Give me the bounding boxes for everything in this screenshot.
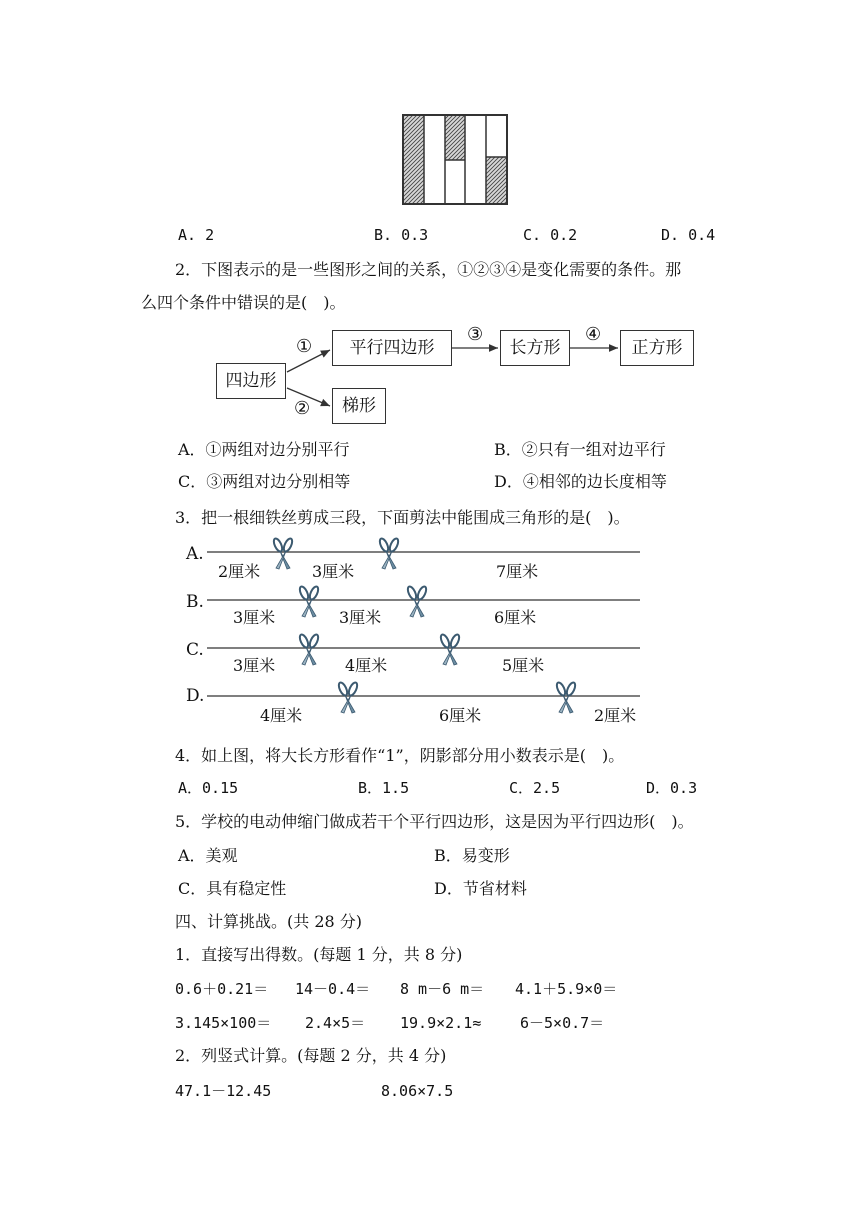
calc-item[interactable]: 2.4×5＝ <box>305 1014 366 1032</box>
q4-option-c[interactable]: C．2.5 <box>509 779 561 797</box>
q3-row-c-letter[interactable]: C. <box>186 640 204 660</box>
q3-row-c-seg2: 4厘米 <box>345 656 388 675</box>
q2-option-b[interactable]: B．②只有一组对边平行 <box>494 440 666 459</box>
box-trapezoid: 梯形 <box>332 388 386 424</box>
q1-option-a[interactable]: A. 2 <box>178 226 215 244</box>
q4-option-d[interactable]: D．0.3 <box>646 779 698 797</box>
q3-row-d-letter[interactable]: D. <box>186 686 205 706</box>
q3-row-a-letter[interactable]: A. <box>186 544 204 564</box>
q2-stem-line2: 么四个条件中错误的是( )。 <box>141 293 346 312</box>
section4-part2-title: 2．列竖式计算。(每题 2 分，共 4 分) <box>175 1046 447 1065</box>
q3-row-d-seg2: 6厘米 <box>439 706 482 725</box>
q1-option-d[interactable]: D. 0.4 <box>661 226 716 244</box>
calc-item[interactable]: 0.6＋0.21＝ <box>175 980 269 998</box>
q5-option-b[interactable]: B．易变形 <box>434 846 510 865</box>
box-rectangle: 长方形 <box>500 330 570 366</box>
q3-row-c-seg1: 3厘米 <box>233 656 276 675</box>
calc-item[interactable]: 14－0.4＝ <box>295 980 371 998</box>
section4-part1-title: 1．直接写出得数。(每题 1 分，共 8 分) <box>175 945 463 964</box>
q4-option-b[interactable]: B．1.5 <box>358 779 410 797</box>
q2-option-a[interactable]: A．①两组对边分别平行 <box>178 440 350 459</box>
q3-row-a-seg2: 3厘米 <box>312 562 355 581</box>
condition-label-1: ① <box>296 336 313 357</box>
calc-item[interactable]: 3.145×100＝ <box>175 1014 272 1032</box>
q3-row-a-seg1: 2厘米 <box>218 562 261 581</box>
q5-option-a[interactable]: A．美观 <box>178 846 238 865</box>
box-square: 正方形 <box>620 330 694 366</box>
q2-option-d[interactable]: D．④相邻的边长度相等 <box>494 472 667 491</box>
q3-row-b-letter[interactable]: B. <box>186 592 204 612</box>
box-parallelogram: 平行四边形 <box>332 330 452 366</box>
q4-stem: 4．如上图，将大长方形看作“1”，阴影部分用小数表示是( )。 <box>175 746 625 765</box>
calc-item[interactable]: 8 m－6 m＝ <box>400 980 485 998</box>
q3-row-c-seg3: 5厘米 <box>502 656 545 675</box>
box-quadrilateral: 四边形 <box>216 363 286 399</box>
calc-item[interactable]: 6－5×0.7＝ <box>520 1014 605 1032</box>
vertical-calc-item[interactable]: 8.06×7.5 <box>381 1082 454 1100</box>
q1-option-b[interactable]: B. 0.3 <box>374 226 429 244</box>
q5-option-c[interactable]: C．具有稳定性 <box>178 879 287 898</box>
calc-item[interactable]: 19.9×2.1≈ <box>400 1014 482 1032</box>
q3-row-d-seg1: 4厘米 <box>260 706 303 725</box>
calc-item[interactable]: 4.1＋5.9×0＝ <box>515 980 618 998</box>
q3-row-a-seg3: 7厘米 <box>496 562 539 581</box>
q3-row-b-seg1: 3厘米 <box>233 608 276 627</box>
q4-option-a[interactable]: A．0.15 <box>178 779 239 797</box>
condition-label-3: ③ <box>467 324 484 345</box>
q2-stem-line1: 2．下图表示的是一些图形之间的关系，①②③④是变化需要的条件。那 <box>175 260 682 279</box>
vertical-calc-item[interactable]: 47.1－12.45 <box>175 1082 272 1100</box>
condition-label-2: ② <box>294 398 311 419</box>
q3-row-d-seg3: 2厘米 <box>594 706 637 725</box>
q5-option-d[interactable]: D．节省材料 <box>434 879 527 898</box>
condition-label-4: ④ <box>585 324 602 345</box>
q3-stem: 3．把一根细铁丝剪成三段，下面剪法中能围成三角形的是( )。 <box>175 508 630 527</box>
q2-option-c[interactable]: C．③两组对边分别相等 <box>178 472 351 491</box>
q5-stem: 5．学校的电动伸缩门做成若干个平行四边形，这是因为平行四边形( )。 <box>175 812 694 831</box>
q3-row-b-seg2: 3厘米 <box>339 608 382 627</box>
q3-row-b-seg3: 6厘米 <box>494 608 537 627</box>
q1-option-c[interactable]: C. 0.2 <box>523 226 578 244</box>
section4-title: 四、计算挑战。(共 28 分) <box>175 912 363 931</box>
